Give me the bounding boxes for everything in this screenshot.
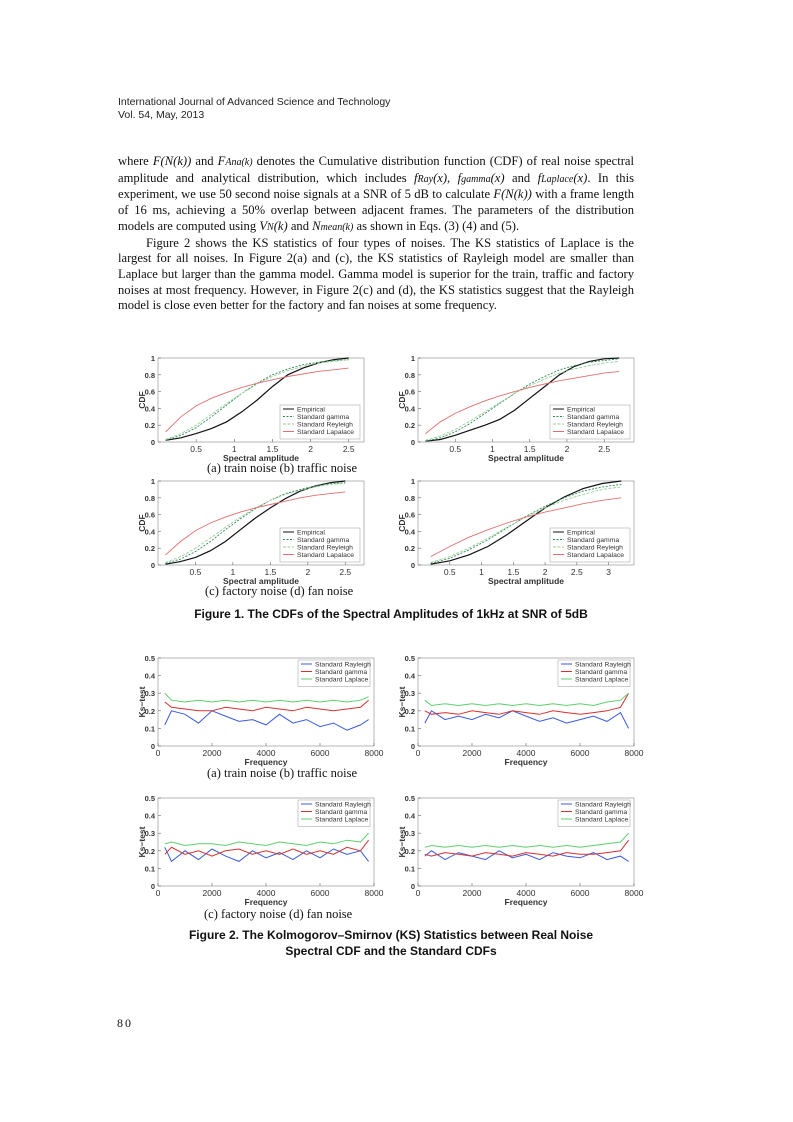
- y-tick-label: 0.1: [404, 724, 415, 734]
- y-tick-label: 0: [150, 882, 155, 891]
- legend-entry: Standard Laplace: [315, 816, 369, 824]
- legend-entry: Standard Rayleigh: [315, 801, 371, 809]
- y-tick-label: 0.3: [144, 829, 155, 839]
- y-tick-label: 0.6: [404, 387, 415, 397]
- y-tick-label: 0.4: [404, 671, 415, 681]
- series-line: [425, 693, 629, 705]
- y-tick-label: 0.1: [144, 724, 155, 734]
- figure2-subcaption-ab: (a) train noise (b) traffic noise: [207, 766, 358, 780]
- series-line: [165, 711, 369, 730]
- y-tick-label: 0.3: [404, 829, 415, 839]
- paragraph-1-segment: N: [267, 221, 274, 233]
- figure1-chart-b: [397, 350, 640, 463]
- paragraph-1-segment: F: [217, 154, 226, 168]
- x-tick-label: 1.5: [507, 567, 520, 577]
- legend-entry: Standard Lapalace: [297, 552, 355, 559]
- y-tick-label: 0.2: [144, 846, 155, 856]
- legend-entry: Empirical: [567, 406, 595, 414]
- y-tick-label: 0.4: [144, 527, 155, 537]
- body-text: [118, 154, 634, 314]
- x-tick-label: 0.5: [190, 444, 203, 454]
- figure2-panel-b: [397, 650, 644, 767]
- y-tick-label: 0.5: [404, 794, 415, 803]
- figure1-panel-b: [397, 350, 640, 463]
- y-axis-label: CDF: [137, 514, 147, 532]
- paragraph-1-segment: (k): [273, 218, 288, 233]
- y-tick-label: 0.3: [404, 689, 415, 699]
- x-tick-label: 3: [606, 567, 611, 577]
- figure1-panel-a: [137, 350, 370, 463]
- x-tick-label: 1.5: [264, 567, 277, 577]
- y-tick-label: 0.5: [144, 654, 155, 663]
- paragraph-1-segment: where: [118, 154, 153, 168]
- legend-entry: Standard Reyleigh: [297, 544, 353, 552]
- y-tick-label: 0.2: [404, 544, 415, 554]
- figure2-subcaption-cd: (c) factory noise (d) fan noise: [204, 907, 353, 921]
- figure2-chart-c: [137, 790, 384, 907]
- legend: [550, 528, 630, 562]
- y-tick-label: 0.2: [144, 544, 155, 554]
- figure2-chart-d: [397, 790, 644, 907]
- y-axis-label: Ks−test: [137, 826, 147, 858]
- x-tick-label: 6000: [310, 748, 330, 758]
- legend-entry: Standard Reyleigh: [567, 421, 623, 429]
- figure1-chart-d: [397, 473, 640, 586]
- legend-entry: Standard Laplace: [575, 816, 629, 824]
- y-tick-label: 0.3: [144, 689, 155, 699]
- paragraph-1-segment: Ana(k): [225, 157, 253, 168]
- legend-entry: Standard Rayleigh: [315, 661, 371, 669]
- y-tick-label: 0.4: [144, 811, 155, 821]
- paragraph-1-segment: ,: [447, 170, 458, 185]
- y-tick-label: 0.1: [404, 864, 415, 874]
- legend: [298, 660, 371, 687]
- x-axis-label: Frequency: [244, 897, 288, 907]
- legend-entry: Empirical: [297, 529, 325, 537]
- legend-entry: Standard gamma: [297, 414, 350, 421]
- x-tick-label: 0.5: [449, 444, 462, 454]
- y-axis-label: CDF: [397, 391, 407, 409]
- y-tick-label: 0.2: [404, 421, 415, 431]
- x-axis-label: Frequency: [504, 757, 548, 767]
- figure1-panel-c: [137, 473, 370, 586]
- y-tick-label: 0: [410, 742, 415, 751]
- y-axis-label: Ks−test: [397, 686, 407, 718]
- legend-entry: Standard gamma: [567, 537, 620, 544]
- x-tick-label: 0: [155, 748, 161, 758]
- legend-entry: Empirical: [297, 406, 325, 414]
- legend: [558, 660, 631, 687]
- figure1-subcaption-cd: (c) factory noise (d) fan noise: [205, 584, 354, 598]
- legend-entry: Standard Rayleigh: [575, 801, 631, 809]
- legend-entry: Standard Reyleigh: [567, 544, 623, 552]
- y-tick-label: 0.2: [144, 706, 155, 716]
- y-axis-label: Ks−test: [137, 686, 147, 718]
- legend-entry: Standard Lapalace: [297, 429, 355, 436]
- y-tick-label: 0.4: [404, 404, 415, 414]
- x-tick-label: 0.5: [443, 567, 456, 577]
- y-tick-label: 1: [410, 477, 415, 486]
- paragraph-1-segment: (x): [573, 170, 588, 185]
- figure2-panel-a: [137, 650, 384, 767]
- x-axis-label: Frequency: [244, 757, 288, 767]
- paragraph-1-segment: F(N(k)): [493, 187, 532, 202]
- figure1-subcaption-ab: (a) train noise (b) traffic noise: [207, 461, 358, 475]
- y-axis-label: CDF: [397, 514, 407, 532]
- y-tick-label: 0: [150, 561, 155, 570]
- x-tick-label: 2: [564, 444, 570, 454]
- x-tick-label: 1: [479, 567, 484, 577]
- y-tick-label: 0: [410, 561, 415, 570]
- x-tick-label: 1: [231, 444, 237, 454]
- x-tick-label: 0: [155, 888, 161, 898]
- figure1-chart-c: [137, 473, 370, 586]
- figure2-panel-c: [137, 790, 384, 907]
- x-tick-label: 8000: [364, 748, 384, 758]
- y-tick-label: 0.5: [404, 654, 415, 663]
- legend-entry: Standard Laplace: [315, 676, 369, 684]
- paragraph-1-segment: (x): [490, 170, 505, 185]
- series-line: [165, 833, 369, 845]
- x-tick-label: 1: [490, 444, 495, 454]
- y-tick-label: 0.6: [144, 387, 155, 397]
- legend-entry: Standard gamma: [297, 537, 350, 544]
- paragraph-1: [118, 154, 634, 236]
- y-tick-label: 0.5: [144, 794, 155, 803]
- paragraph-1-segment: V: [259, 218, 268, 233]
- y-tick-label: 0.6: [144, 510, 155, 520]
- paragraph-2: Figure 2 shows the KS statistics of four types of noises. The KS statistics of Laplace is the largest for all noises. In Figure 2(a) and (c), the KS statistics of Rayleigh model are smaller than Laplace but larger than the gamma model. Gamma model is superior for the train, traffic and factory noises at most frequency. However, in Figure 2(c) and (d), the KS statistics suggest that the Rayleigh model is close even better for the factory and fan noises at some frequency.: [118, 235, 634, 313]
- paragraph-1-segment: mean(k): [320, 221, 354, 233]
- paragraph-1-segment: Ray: [417, 173, 434, 185]
- x-tick-label: 0: [415, 888, 421, 898]
- legend: [280, 405, 360, 439]
- figure1-chart-a: [137, 350, 370, 463]
- paragraph-1-segment: and: [504, 170, 538, 185]
- x-tick-label: 2: [542, 567, 548, 577]
- y-tick-label: 0.8: [404, 493, 415, 503]
- paragraph-1-segment: . In this experiment, we use 50 second noise signals at a SNR of 5 dB to calculate: [118, 170, 634, 202]
- figure2-caption-line2: Spectral CDF and the Standard CDFs: [285, 944, 497, 958]
- y-tick-label: 0: [150, 438, 155, 447]
- x-tick-label: 8000: [364, 888, 384, 898]
- y-tick-label: 0.4: [404, 527, 415, 537]
- x-tick-label: 4000: [256, 888, 276, 898]
- y-tick-label: 0.4: [404, 811, 415, 821]
- x-tick-label: 8000: [624, 888, 644, 898]
- y-tick-label: 0.2: [404, 846, 415, 856]
- x-tick-label: 2.5: [570, 567, 583, 577]
- paragraph-1-segment: Laplace: [541, 173, 574, 185]
- paragraph-1-segment: denotes the Cumulative distribution function (CDF) of real noise spectral amplitude and analytical distribution, which includes: [118, 154, 634, 185]
- y-tick-label: 1: [150, 477, 155, 486]
- x-tick-label: 1.5: [266, 444, 279, 454]
- series-line: [425, 833, 629, 847]
- paragraph-1-segment: as shown in Eqs. (3) (4) and (5).: [353, 218, 520, 233]
- x-tick-label: 4000: [516, 748, 536, 758]
- page-number: 80: [117, 1016, 133, 1030]
- x-tick-label: 2000: [202, 748, 222, 758]
- figure2-chart-a: [137, 650, 384, 767]
- y-tick-label: 1: [150, 354, 155, 363]
- legend-entry: Standard Laplace: [575, 676, 629, 684]
- x-tick-label: 0: [415, 748, 421, 758]
- legend-entry: Empirical: [567, 529, 595, 537]
- legend: [298, 800, 371, 827]
- legend-entry: Standard Reyleigh: [297, 421, 353, 429]
- paragraph-1-segment: f: [457, 170, 462, 185]
- running-header: [118, 96, 390, 122]
- y-axis-label: Ks−test: [397, 826, 407, 858]
- y-tick-label: 0.6: [404, 510, 415, 520]
- legend-entry: Standard gamma: [315, 669, 368, 676]
- y-tick-label: 0.2: [404, 706, 415, 716]
- y-tick-label: 0: [410, 438, 415, 447]
- paragraph-1-segment: gamma: [461, 173, 491, 185]
- x-tick-label: 4000: [516, 888, 536, 898]
- legend-entry: Standard gamma: [315, 809, 368, 816]
- y-tick-label: 0.4: [144, 404, 155, 414]
- legend-entry: Standard Lapalace: [567, 552, 625, 559]
- y-tick-label: 0.8: [144, 493, 155, 503]
- figure2-chart-b: [397, 650, 644, 767]
- paragraph-1-segment: and: [191, 154, 218, 168]
- x-axis-label: Spectral amplitude: [487, 576, 565, 586]
- x-axis-label: Frequency: [504, 897, 548, 907]
- y-axis-label: CDF: [137, 391, 147, 409]
- y-tick-label: 0: [410, 882, 415, 891]
- x-tick-label: 1.5: [523, 444, 536, 454]
- x-tick-label: 2.5: [342, 444, 355, 454]
- legend: [558, 800, 631, 827]
- y-tick-label: 0.4: [144, 671, 155, 681]
- journal-volume: Vol. 54, May, 2013: [118, 109, 205, 121]
- x-tick-label: 2000: [462, 888, 482, 898]
- x-axis-label: Spectral amplitude: [222, 576, 300, 586]
- series-line: [165, 847, 369, 861]
- y-tick-label: 0.8: [144, 370, 155, 380]
- paragraph-1-segment: N: [312, 218, 321, 233]
- y-tick-label: 1: [410, 354, 415, 363]
- legend-entry: Standard Lapalace: [567, 429, 625, 436]
- paragraph-1-segment: (x): [433, 170, 448, 185]
- x-tick-label: 8000: [624, 748, 644, 758]
- x-tick-label: 6000: [570, 748, 590, 758]
- x-tick-label: 2.5: [339, 567, 352, 577]
- legend-entry: Standard Rayleigh: [575, 661, 631, 669]
- y-tick-label: 0: [150, 742, 155, 751]
- y-tick-label: 0.1: [144, 864, 155, 874]
- x-tick-label: 2000: [202, 888, 222, 898]
- legend-entry: Standard gamma: [575, 809, 628, 816]
- paragraph-1-segment: and: [287, 218, 313, 233]
- figure2-caption: [118, 927, 664, 959]
- x-tick-label: 0.5: [189, 567, 202, 577]
- legend: [550, 405, 630, 439]
- paragraph-1-segment: f: [414, 170, 418, 185]
- legend-entry: Standard gamma: [575, 669, 628, 676]
- x-tick-label: 2: [305, 567, 311, 577]
- x-axis-label: Spectral amplitude: [487, 453, 565, 463]
- x-tick-label: 6000: [310, 888, 330, 898]
- x-tick-label: 4000: [256, 748, 276, 758]
- legend: [280, 528, 360, 562]
- y-tick-label: 0.2: [144, 421, 155, 431]
- paragraph-1-segment: f: [537, 170, 542, 185]
- paragraph-1-segment: with a frame length of 16 ms, achieving a 50% overlap between adjacent frames. The parameters of the distribution models are computed using: [118, 187, 634, 233]
- x-tick-label: 2: [308, 444, 313, 454]
- x-tick-label: 6000: [570, 888, 590, 898]
- figure2-caption-line1: Figure 2. The Kolmogorov–Smirnov (KS) Statistics between Real Noise: [188, 928, 594, 942]
- x-tick-label: 1: [230, 567, 236, 577]
- x-tick-label: 2000: [462, 748, 482, 758]
- journal-name: International Journal of Advanced Science and Technology: [118, 96, 391, 108]
- series-line: [425, 840, 629, 856]
- x-axis-label: Spectral amplitude: [222, 453, 300, 463]
- paragraph-1-segment: F(N(k)): [152, 154, 192, 168]
- figure2-panel-d: [397, 790, 644, 907]
- x-tick-label: 2.5: [598, 444, 611, 454]
- figure1-caption: Figure 1. The CDFs of the Spectral Amplitudes of 1kHz at SNR of 5dB: [194, 607, 588, 621]
- y-tick-label: 0.8: [404, 370, 415, 380]
- series-line: [165, 693, 369, 702]
- legend-entry: Standard gamma: [567, 414, 620, 421]
- figure1-panel-d: [397, 473, 640, 586]
